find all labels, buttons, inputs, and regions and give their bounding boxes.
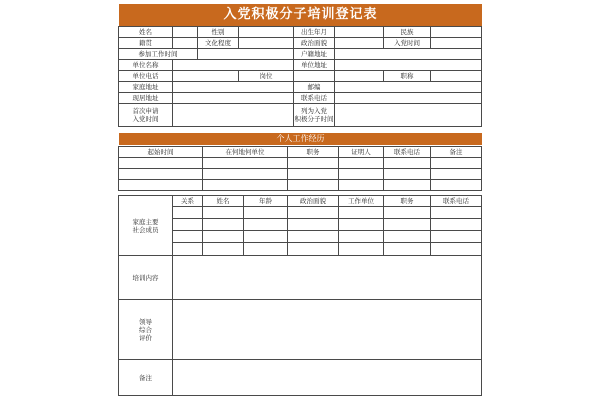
first-application-field[interactable] — [172, 103, 294, 127]
first-application-label-line1: 首次申请 — [132, 107, 159, 115]
ethnicity-label: 民族 — [383, 26, 431, 38]
leader-evaluation-label-line2: 综合 — [139, 325, 152, 334]
work-history-cell[interactable] — [202, 179, 288, 191]
home-address-label: 家庭地址 — [118, 81, 173, 93]
birth-label: 出生年月 — [293, 26, 335, 38]
form-title: 入党积极分子培训登记表 — [119, 4, 482, 26]
family-header-phone: 联系电话 — [430, 195, 482, 207]
leader-evaluation-field[interactable] — [172, 299, 482, 360]
family-cell[interactable] — [287, 242, 339, 256]
family-header-work-unit: 工作单位 — [338, 195, 384, 207]
work-history-cell[interactable] — [287, 179, 339, 191]
join-party-time-label: 入党时间 — [383, 37, 431, 49]
leader-evaluation-label-line1: 领导 — [139, 317, 152, 326]
work-start-time-label: 参加工作时间 — [118, 48, 198, 60]
family-header-political-status: 政治面貌 — [287, 195, 339, 207]
unit-name-label: 单位名称 — [118, 59, 173, 71]
work-history-section-title: 个人工作经历 — [119, 133, 482, 145]
family-members-label-line2: 社会成员 — [132, 225, 159, 234]
work-history-cell[interactable] — [118, 179, 203, 191]
listed-activist-label — [293, 103, 335, 127]
registration-form — [119, 4, 482, 396]
family-cell[interactable] — [430, 242, 482, 256]
household-address-label: 户籍地址 — [293, 48, 335, 60]
work-history-header-position: 职务 — [287, 146, 339, 158]
leader-evaluation-label — [118, 299, 173, 360]
contact-phone-label: 联系电话 — [293, 92, 335, 104]
first-application-label-line2: 入党时间 — [132, 115, 159, 123]
current-address-label: 现居地址 — [118, 92, 173, 104]
title-rank-label: 职称 — [383, 70, 431, 82]
work-history-header-unit: 在何地何单位 — [202, 146, 288, 158]
family-cell[interactable] — [172, 242, 203, 256]
postcode-label: 邮编 — [293, 81, 335, 93]
listed-activist-label-line1: 列为入党 — [301, 107, 327, 115]
family-cell[interactable] — [243, 242, 288, 256]
family-header-name: 姓名 — [202, 195, 244, 207]
work-history-cell[interactable] — [383, 179, 431, 191]
family-members-label — [118, 195, 173, 256]
family-members-label-line1: 家庭主要 — [132, 217, 159, 226]
work-history-header-start: 起始时间 — [118, 146, 203, 158]
family-cell[interactable] — [202, 242, 244, 256]
training-content-label: 培训内容 — [118, 255, 173, 300]
work-history-header-phone: 联系电话 — [383, 146, 431, 158]
work-history-cell[interactable] — [430, 179, 482, 191]
work-history-header-remarks: 备注 — [430, 146, 482, 158]
education-label: 文化程度 — [197, 37, 239, 49]
training-content-field[interactable] — [172, 255, 482, 300]
unit-phone-label: 单位电话 — [118, 70, 173, 82]
work-history-cell[interactable] — [338, 179, 384, 191]
native-place-label: 籍贯 — [118, 37, 173, 49]
family-header-position: 职务 — [383, 195, 431, 207]
listed-activist-field[interactable] — [334, 103, 482, 127]
work-history-header-reference: 证明人 — [338, 146, 384, 158]
gender-label: 性别 — [197, 26, 239, 38]
first-application-label — [118, 103, 173, 127]
listed-activist-label-line2: 积极分子时间 — [294, 115, 334, 123]
name-label: 姓名 — [118, 26, 173, 38]
unit-address-label: 单位地址 — [293, 59, 335, 71]
family-cell[interactable] — [338, 242, 384, 256]
post-label: 岗位 — [238, 70, 294, 82]
family-cell[interactable] — [383, 242, 431, 256]
remarks-label: 备注 — [118, 359, 173, 396]
leader-evaluation-label-line3: 评价 — [139, 333, 152, 342]
family-header-relation: 关系 — [172, 195, 203, 207]
family-header-age: 年龄 — [243, 195, 288, 207]
political-status-label: 政治面貌 — [293, 37, 335, 49]
remarks-field[interactable] — [172, 359, 482, 396]
